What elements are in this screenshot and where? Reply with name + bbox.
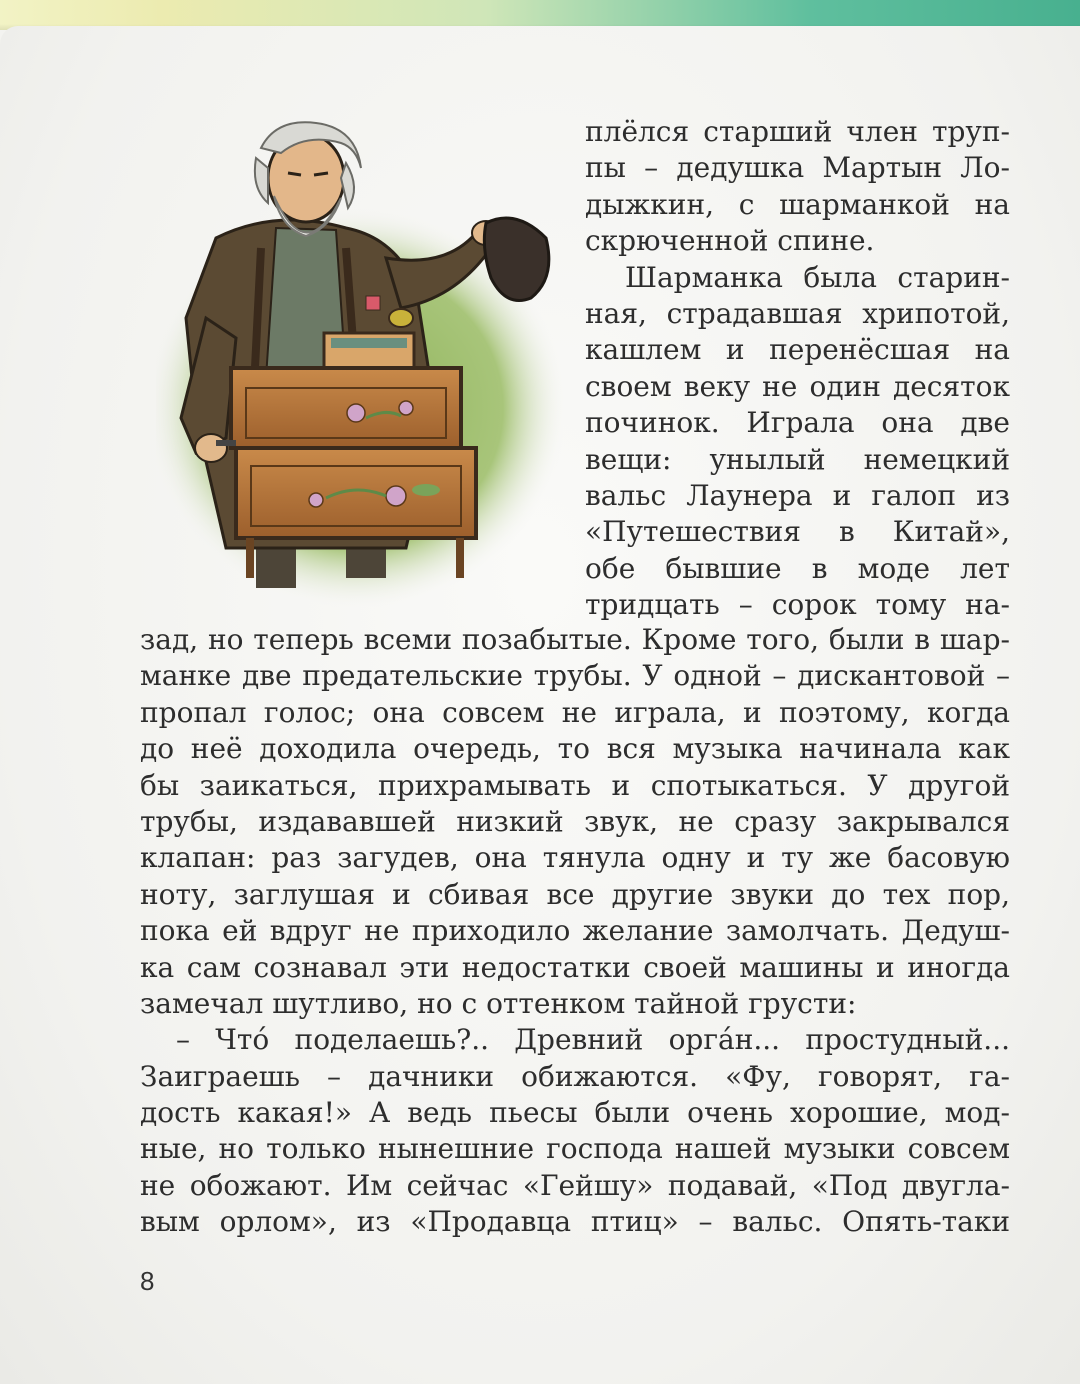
text-line: замечал шутливо, но с оттенком тайной грусти: [140,986,857,1020]
text-column-top [585,114,1010,623]
text-line: ноту, заглушая и сбивая все другие звуки до тех пор, [140,877,1010,911]
text-line: вым орлом», из «Продавца птиц» – вальс. Опять-таки [140,1205,1010,1239]
text-line: ные, но только нынешние господа нашей музыки совсем [140,1132,1010,1166]
organ-grinder-illustration [156,118,574,608]
text-line: вальс Лаунера и галоп из [585,478,1010,512]
text-line: пропал голос; она совсем не играла, и поэтому, когда [140,695,1010,729]
text-line: обе бывшие в моде лет [585,551,1010,585]
text-column-bottom [140,622,1010,1241]
text-line: клапан: раз загудев, она тянула одну и ту же басовую [140,841,1010,875]
text-line: ная, страдавшая хрипотой, [585,296,1010,330]
text-line: кашлем и перенёсшая на [585,333,1010,367]
text-line: не обожают. Им сейчас «Гейшу» подавай, «Под двугла- [140,1168,1010,1202]
text-line: манке две предательские трубы. У одной – дискантовой – [140,659,1010,693]
text-line: плёлся старший член труп- [585,115,1010,148]
page-number: 8 [140,1266,155,1296]
text-line: дыжкин, с шарманкой на [585,187,1010,221]
text-line: до неё доходила очередь, то вся музыка начинала как [140,732,1010,766]
text-line: Заиграешь – дачники обижаются. «Фу, говорят, га- [140,1059,1010,1093]
text-line: трубы, издававшей низкий звук, не сразу закрывался [140,804,1010,838]
text-line: починок. Играла она две [585,406,1010,440]
text-line: пока ей вдруг не приходило желание замолчать. Дедуш- [140,914,1010,948]
text-line: ка сам сознавал эти недостатки своей машины и иногда [140,950,1010,984]
text-line: «Путешествия в Китай», [585,515,1010,549]
text-line: своем веку не один десяток [585,369,1010,403]
text-line: зад, но теперь всеми позабытые. Кроме того, были в шар- [140,623,1010,656]
text-line: Шарманка была старин- [625,260,1010,294]
text-line: вещи: унылый немецкий [585,442,1010,476]
text-line: бы заикаться, прихрамывать и спотыкаться. У другой [140,768,1010,802]
text-line: – Что́ поделаешь?.. Древний орга́н... простудный... [176,1023,1010,1057]
text-line: тридцать – сорок тому на- [585,588,1010,622]
text-line: дость какая!» А ведь пьесы были очень хорошие, мод- [140,1096,1010,1130]
text-line: скрюченной спине. [585,224,875,258]
text-line: пы – дедушка Мартын Ло- [585,151,1010,185]
